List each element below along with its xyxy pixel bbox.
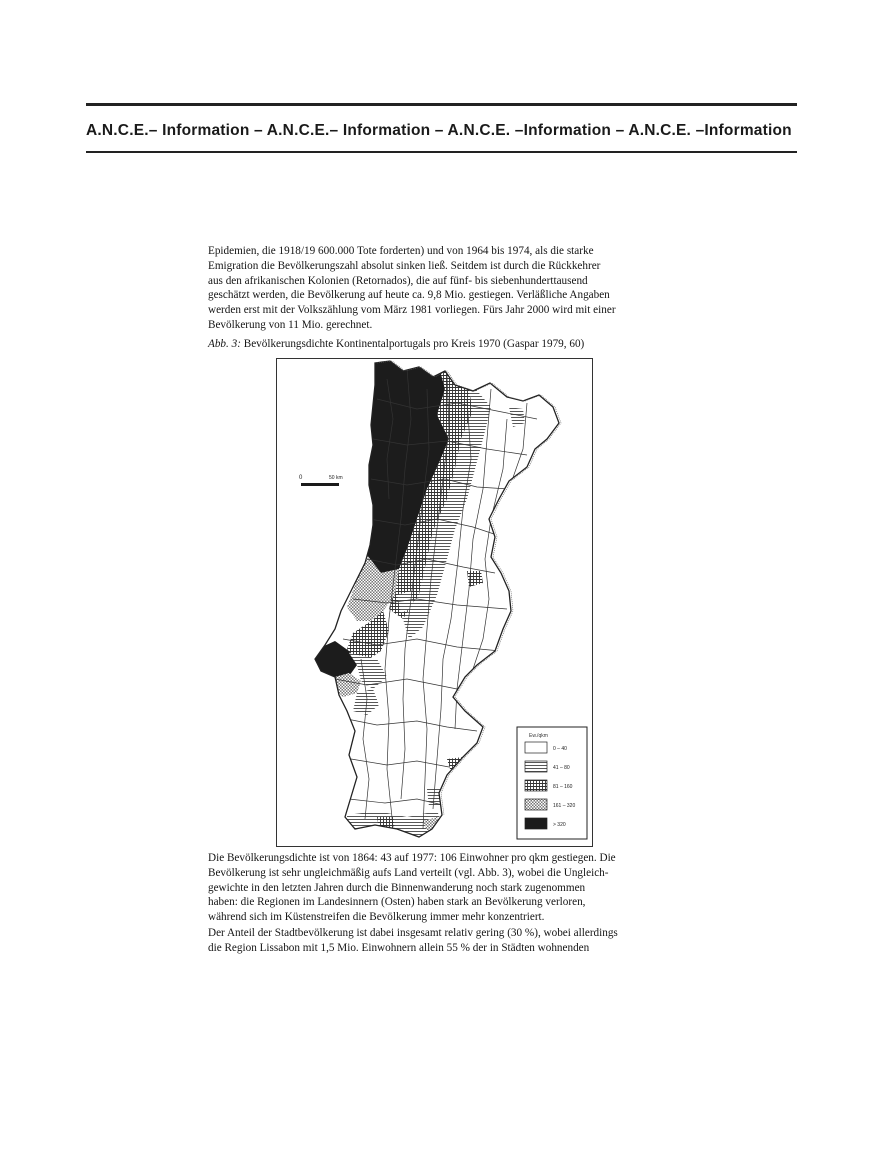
text-line: werden erst mit der Volkszählung vom März 1981 vorliegen. Fürs Jahr 2000 wird mit einer xyxy=(208,304,616,317)
legend-label: 81 – 160 xyxy=(553,784,573,790)
legend-label: 0 – 40 xyxy=(553,746,567,752)
population-density-map xyxy=(276,358,593,847)
legend-swatch-white xyxy=(525,742,547,753)
scale-label-left: 0 xyxy=(299,475,303,481)
header-banner: A.N.C.E.– Information – A.N.C.E.– Information – A.N.C.E. –Information – A.N.C.E. –Information xyxy=(86,122,792,139)
map-legend xyxy=(517,727,587,839)
legend-label: 161 – 320 xyxy=(553,803,576,809)
legend-label: 41 – 80 xyxy=(553,765,570,771)
text-line: haben: die Regionen im Landesinnern (Osten) haben stark an Bevölkerung verloren, xyxy=(208,896,586,909)
caption-label: Abb. 3: xyxy=(208,338,241,350)
figure-caption xyxy=(208,337,668,351)
legend-swatch-dots xyxy=(525,799,547,810)
header-bottom-rule xyxy=(86,151,797,153)
text-line: Epidemien, die 1918/19 600.000 Tote forderten) und von 1964 bis 1974, als die starke xyxy=(208,245,594,257)
legend-swatch-grid xyxy=(525,780,547,791)
top-paragraph xyxy=(208,244,662,333)
text-line: Die Bevölkerungsdichte ist von 1864: 43 auf 1977: 106 Einwohner pro qkm gestiegen. Die xyxy=(208,852,616,864)
text-line: gewichte in den letzten Jahren durch die Binnenwanderung noch stark zugenommen xyxy=(208,881,586,894)
text-line: Emigration die Bevölkerungszahl absolut sinken ließ. Seitdem ist durch die Rückkehrer xyxy=(208,259,601,272)
text-line: Bevölkerung von 11 Mio. gerechnet. xyxy=(208,318,373,331)
map-scale-bar xyxy=(299,475,343,486)
text-line: Bevölkerung ist sehr ungleichmäßig aufs Land verteilt (vgl. Abb. 3), wobei die Ungleich- xyxy=(208,866,609,879)
bottom-paragraph-density xyxy=(208,851,662,925)
legend-title: Ew./qkm xyxy=(529,733,548,739)
text-line: die Region Lissabon mit 1,5 Mio. Einwohnern allein 55 % der in Städten wohnenden xyxy=(208,941,590,954)
text-line: während sich im Küstenstreifen die Bevölkerung immer mehr konzentriert. xyxy=(208,911,545,924)
caption-text: Bevölkerungsdichte Kontinentalportugals pro Kreis 1970 (Gaspar 1979, 60) xyxy=(243,338,585,350)
header-top-rule xyxy=(86,103,797,106)
scale-label-right: 50 km xyxy=(329,475,343,481)
bottom-paragraph-urban xyxy=(208,926,662,956)
text-line: aus den afrikanischen Kolonien (Retornados), die auf fünf- bis siebenhunderttausend xyxy=(208,274,588,287)
legend-swatch-hlines xyxy=(525,761,547,772)
text-line: Der Anteil der Stadtbevölkerung ist dabei insgesamt relativ gering (30 %), wobei allerdings xyxy=(208,927,618,939)
legend-label: > 320 xyxy=(553,822,566,828)
legend-swatch-black xyxy=(525,818,547,829)
portugal-map-svg xyxy=(277,359,592,845)
text-line: geschätzt werden, die Bevölkerung auf heute ca. 9,8 Mio. gestiegen. Verläßliche Angaben xyxy=(208,289,610,302)
